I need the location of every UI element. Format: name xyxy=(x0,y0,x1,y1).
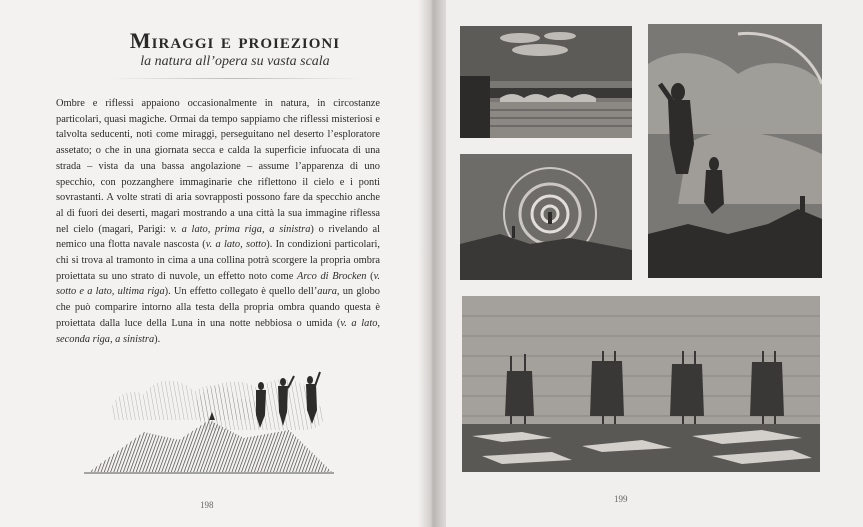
italic-reference: Arco di Brocken xyxy=(296,270,367,282)
text-run: ( xyxy=(366,270,374,282)
italic-reference: v. sotto e a lato, ultima riga xyxy=(56,270,381,298)
page-title: Miraggi e proiezioni xyxy=(129,28,341,53)
text-run: ) o rivelando al nemico una flotta navale nascosta ( xyxy=(56,223,381,251)
fleet-mirage-engraving xyxy=(462,296,820,472)
left-page xyxy=(0,0,428,527)
italic-reference: v. a lato, seconda riga, a sinistra xyxy=(56,317,381,345)
italic-reference: v. a lato, sotto xyxy=(205,239,267,251)
right-page xyxy=(446,0,863,527)
brocken-engraving xyxy=(84,360,334,478)
title-divider xyxy=(110,78,360,79)
moon-aura-engraving xyxy=(460,154,632,280)
brocken-spectre-engraving xyxy=(648,24,822,278)
text-run: ). xyxy=(154,333,161,345)
page-subtitle: la natura all’opera su vasta scala xyxy=(140,54,330,69)
italic-reference: v. a lato, prima riga, a sinistra xyxy=(170,223,311,235)
text-run: ). Un effetto collegato è quello dell’ xyxy=(164,286,318,298)
body-paragraph xyxy=(56,96,380,347)
text-run: Ombre e riflessi appaiono occasionalmente in natura, in circostanze particolari, quasi magiche. Ormai da tempo sappiamo che riflessi misteriosi e talvolta seducenti, noti come miraggi, perseguitano nel deserto l’esploratore assetato; o che in una giornata secca e calda la superficie infuocata di una strada – vista da una bassa angolazione – assume l’apparenza di uno specchio, con pozzanghere immaginarie che riflettono il cielo e i ponti sovrastanti. A volte strati di aria sovrapposti possono fare da specchio anche al di fuori dei deserti, magari mostrando a una città la sua immagine riflessa nel cielo (magari, Parigi: xyxy=(56,98,380,235)
page-number-left: 198 xyxy=(200,500,214,510)
paris-mirage-engraving xyxy=(460,26,632,138)
text-run: , un globo che può comparire intorno alla testa della propria ombra quando questa è proiettata dalla luce della Luna in una notte nebbiosa o umida ( xyxy=(56,286,380,329)
page-number-right: 199 xyxy=(614,494,628,504)
italic-reference: aura xyxy=(317,286,337,298)
book-gutter xyxy=(418,0,446,527)
text-run: ). In condizioni particolari, chi si trova al tramonto in cima a una collina potrà scorgere la propria ombra proiettata su uno strato di nuvole, un effetto noto come xyxy=(56,239,380,282)
